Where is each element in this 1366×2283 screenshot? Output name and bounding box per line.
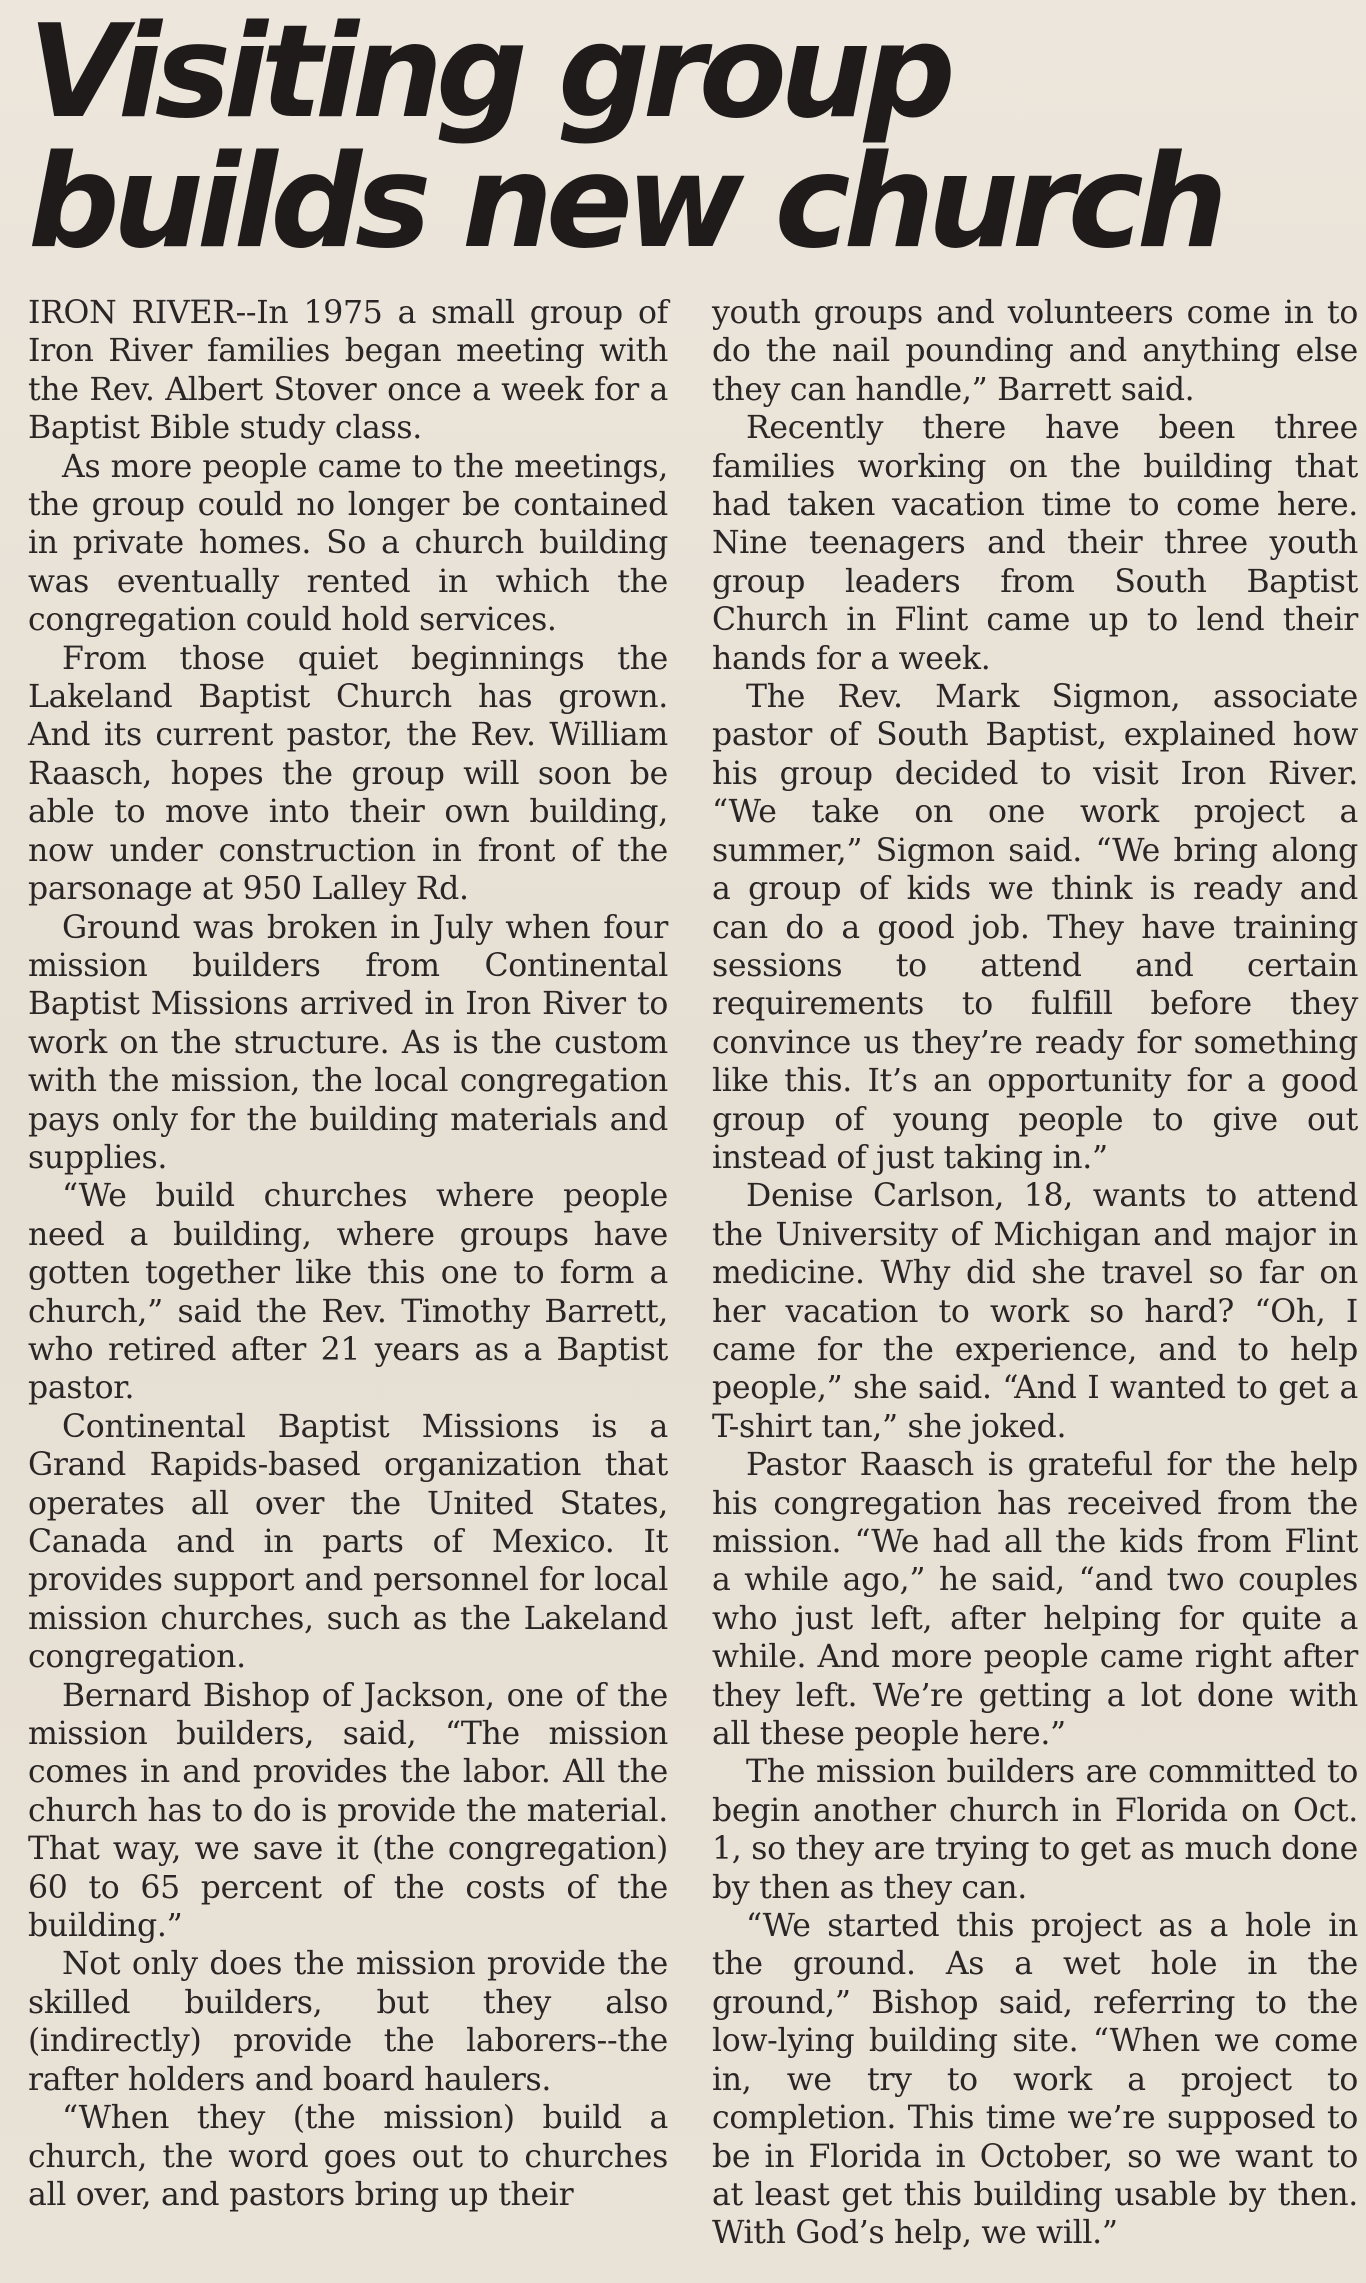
body-paragraph: “We started this project as a hole in the ground. As a wet hole in the ground,” Bishop said, referring to the low-lying building site. “When we come in, we try to work a project to completion. This time we’re supposed to be in Florida in October, so we want to at least get this building usable by then. With God’s help, we will.” xyxy=(712,1908,1358,2252)
headline-line-1: Visiting group xyxy=(28,0,949,147)
headline-line-2: builds new church xyxy=(28,128,1221,277)
dateline-paragraph: IRON RIVER--In 1975 a small group of Iron River families began meeting with the Rev. Albert Stover once a week for a Baptist Bible study class. xyxy=(28,295,668,447)
body-paragraph: Pastor Raasch is grateful for the help his congregation has received from the mission. “We had all the kids from Flint a while ago,” he said, “and two couples who just left, after helping for quite a while. And more people came right after they left. We’re getting a lot done with all these people here.” xyxy=(712,1447,1358,1753)
body-paragraph: Denise Carlson, 18, wants to attend the University of Michigan and major in medicine. Why did she travel so far on her vacation to work so hard? “Oh, I came for the experience, and to help people,” she said. “And I wanted to get a T-shirt tan,” she joked. xyxy=(712,1178,1358,1445)
body-paragraph: Not only does the mission provide the skilled builders, but they also (indirectly) provide the laborers--the rafter holders and board haulers. xyxy=(28,1946,668,2098)
body-paragraph: “We build churches where people need a building, where groups have gotten together like this one to form a church,” said the Rev. Timothy Barrett, who retired after 21 years as a Baptist pastor. xyxy=(28,1178,668,1407)
right-column xyxy=(712,294,1358,2253)
left-column xyxy=(28,294,668,2214)
body-paragraph: The mission builders are committed to begin another church in Florida on Oct. 1, so they are trying to get as much done by then as they can. xyxy=(712,1754,1358,1906)
body-paragraph: As more people came to the meetings, the group could no longer be contained in private homes. So a church building was eventually rented in which the congregation could hold services. xyxy=(28,448,668,639)
body-paragraph: Ground was broken in July when four mission builders from Continental Baptist Missions arrived in Iron River to work on the structure. As is the custom with the mission, the local congregation pays only for the building materials and supplies. xyxy=(28,909,668,1176)
continued-paragraph: youth groups and volunteers come in to do the nail pounding and anything else they can handle,” Barrett said. xyxy=(712,295,1358,408)
body-paragraph: Continental Baptist Missions is a Grand Rapids-based organization that operates all over the United States, Canada and in parts of Mexico. It provides support and personnel for local mission churches, such as the Lakeland congregation. xyxy=(28,1408,668,1676)
body-paragraph: Recently there have been three families working on the building that had taken vacation time to come here. Nine teenagers and their three youth group leaders from South Baptist Church in Flint came up to lend their hands for a week. xyxy=(712,410,1358,677)
headline xyxy=(28,0,1348,277)
body-paragraph: Bernard Bishop of Jackson, one of the mission builders, said, “The mission comes in and provides the labor. All the church has to do is provide the material. That way, we save it (the congregation) 60 to 65 percent of the costs of the building.” xyxy=(28,1677,668,1945)
body-paragraph: From those quiet beginnings the Lakeland Baptist Church has grown. And its current pastor, the Rev. William Raasch, hopes the group will soon be able to move into their own building, now under construction in front of the parsonage at 950 Lalley Rd. xyxy=(28,640,668,908)
body-paragraph: “When they (the mission) build a church, the word goes out to churches all over, and pastors bring up their xyxy=(28,2100,668,2213)
body-paragraph: The Rev. Mark Sigmon, associate pastor of South Baptist, explained how his group decided to visit Iron River. “We take on one work project a summer,” Sigmon said. “We bring along a group of kids we think is ready and can do a good job. They have training sessions to attend and certain requirements to fulfill before they convince us they’re ready for something like this. It’s an opportunity for a good group of young people to give out instead of just taking in.” xyxy=(712,679,1358,1176)
